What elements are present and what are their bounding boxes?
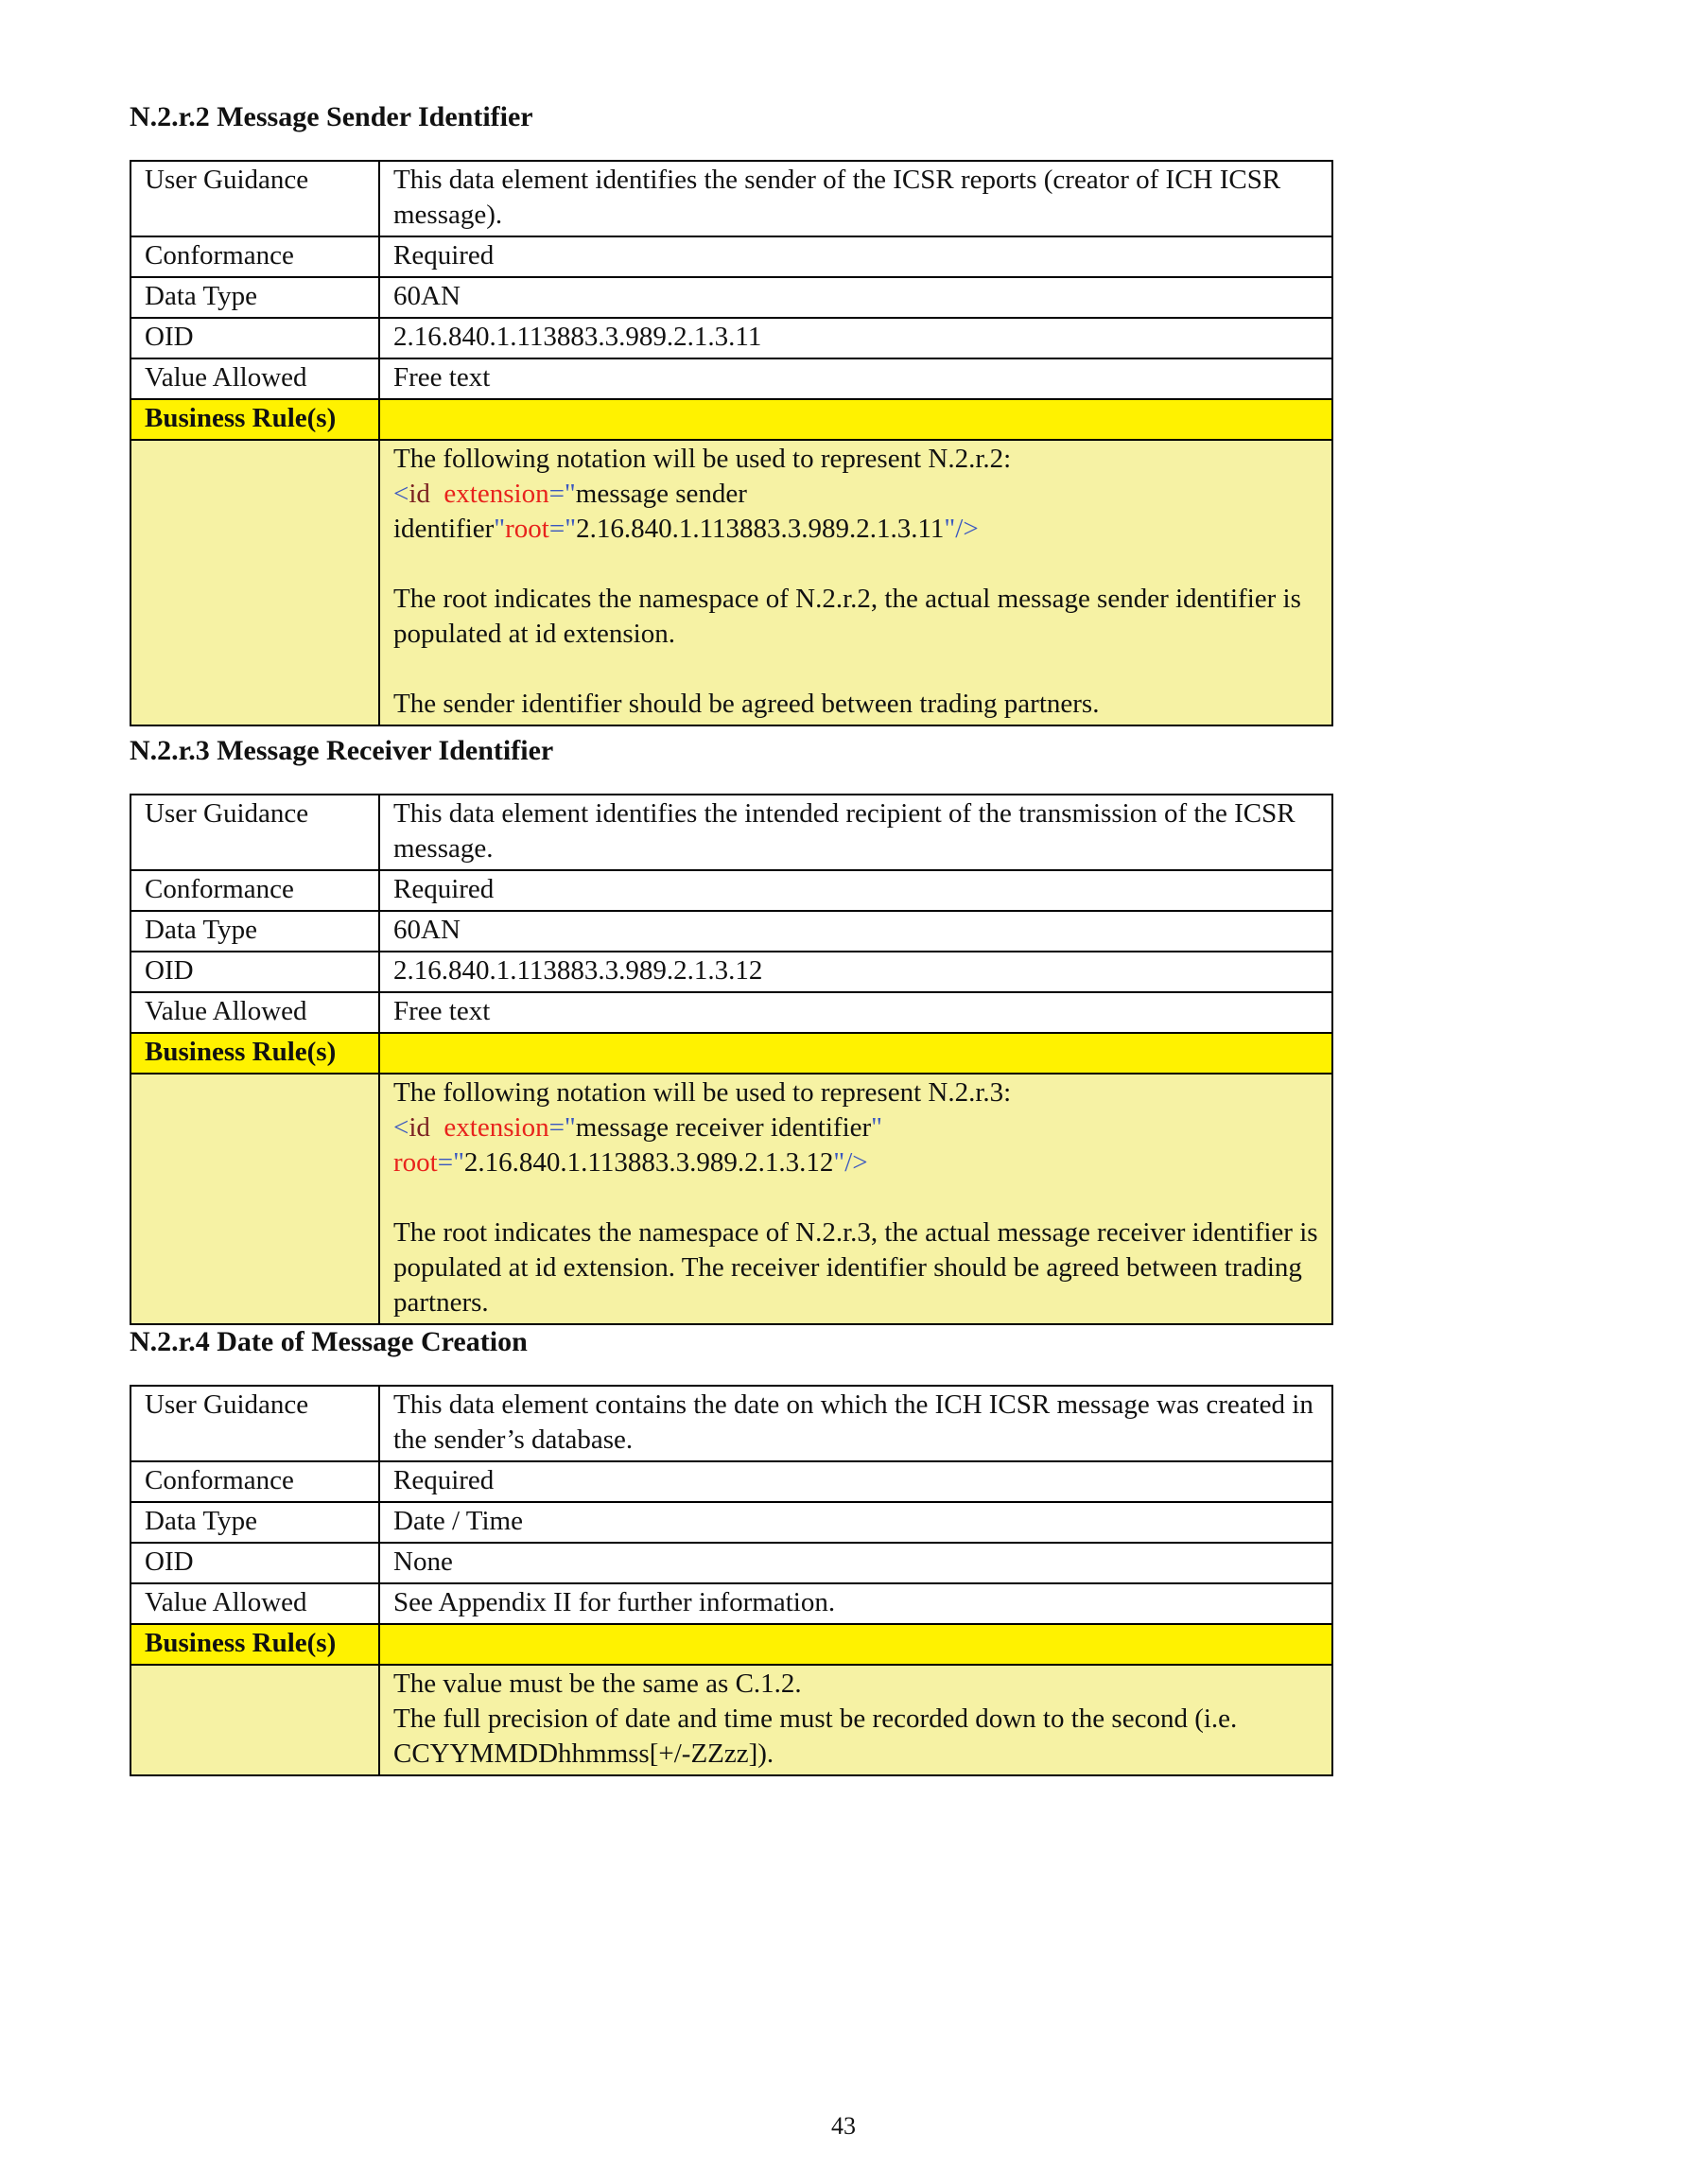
- spec-table: [130, 1385, 1333, 1776]
- xml-token: [430, 479, 444, 509]
- row-label: Conformance: [130, 236, 379, 277]
- table-row: [130, 1502, 1332, 1543]
- row-label: OID: [130, 1543, 379, 1583]
- row-label: User Guidance: [130, 1386, 379, 1461]
- xml-token: 2.16.840.1.113883.3.989.2.1.3.11: [576, 514, 945, 544]
- xml-token: =": [548, 514, 577, 544]
- table-row: [130, 952, 1332, 992]
- xml-token: root: [505, 514, 549, 544]
- table-row: [130, 911, 1332, 952]
- row-label: Value Allowed: [130, 992, 379, 1033]
- row-value: See Appendix II for further information.: [379, 1583, 1332, 1624]
- business-rules-header-row: [130, 1033, 1332, 1074]
- row-label: User Guidance: [130, 795, 379, 870]
- xml-token: extension: [443, 479, 549, 509]
- xml-token: message sender: [575, 479, 747, 509]
- row-label: Conformance: [130, 870, 379, 911]
- row-value: 2.16.840.1.113883.3.989.2.1.3.12: [379, 952, 1332, 992]
- business-rules-body-row: [130, 1665, 1332, 1775]
- business-rules-header-spacer: [379, 1033, 1332, 1074]
- business-rules-body: [379, 1665, 1332, 1775]
- table-row: [130, 870, 1332, 911]
- xml-token: id: [409, 1112, 430, 1143]
- row-value: Date / Time: [379, 1502, 1332, 1543]
- row-label: OID: [130, 952, 379, 992]
- rule-intro: The following notation will be used to represent N.2.r.2:: [393, 444, 1012, 474]
- section-n2r3: [130, 733, 1333, 1325]
- table-row: [130, 795, 1332, 870]
- table-row: [130, 1583, 1332, 1624]
- xml-token: root: [393, 1147, 438, 1178]
- xml-token: ": [494, 514, 506, 544]
- xml-token: id: [409, 479, 430, 509]
- page-number: 43: [831, 2112, 856, 2140]
- business-rules-label: Business Rule(s): [130, 1624, 379, 1665]
- section-heading: N.2.r.4 Date of Message Creation: [130, 1326, 528, 1357]
- row-value: Required: [379, 870, 1332, 911]
- section-n2r4: [130, 1324, 1333, 1776]
- row-value: Free text: [379, 358, 1332, 399]
- xml-token: ": [871, 1112, 883, 1143]
- table-row: [130, 1543, 1332, 1583]
- xml-token: message receiver identifier: [575, 1112, 872, 1143]
- row-value: Required: [379, 236, 1332, 277]
- row-label: Data Type: [130, 277, 379, 318]
- business-rules-header-row: [130, 1624, 1332, 1665]
- row-value: 60AN: [379, 911, 1332, 952]
- row-label: Value Allowed: [130, 1583, 379, 1624]
- xml-token: extension: [443, 1112, 549, 1143]
- table-row: [130, 1461, 1332, 1502]
- xml-notation-line: [393, 477, 1318, 512]
- row-value: 2.16.840.1.113883.3.989.2.1.3.11: [379, 318, 1332, 358]
- rule-paragraph: The sender identifier should be agreed between trading partners.: [393, 689, 1100, 719]
- row-value: This data element identifies the intended recipient of the transmission of the ICSR message.: [379, 795, 1332, 870]
- business-rules-header-spacer: [379, 1624, 1332, 1665]
- row-label: User Guidance: [130, 161, 379, 236]
- xml-token: identifier: [393, 514, 495, 544]
- row-value: Required: [379, 1461, 1332, 1502]
- xml-token: "/>: [833, 1147, 868, 1178]
- xml-token: =": [437, 1147, 464, 1178]
- table-row: [130, 992, 1332, 1033]
- row-label: Data Type: [130, 1502, 379, 1543]
- xml-notation-line: [393, 512, 1318, 547]
- table-row: [130, 358, 1332, 399]
- xml-token: =": [548, 1112, 576, 1143]
- xml-notation-line: [393, 1110, 1318, 1145]
- business-rules-body-spacer: [130, 440, 379, 725]
- xml-notation-line: [393, 1145, 1318, 1180]
- table-row: [130, 1386, 1332, 1461]
- business-rules-body: [379, 440, 1332, 725]
- xml-token: 2.16.840.1.113883.3.989.2.1.3.12: [463, 1147, 834, 1178]
- business-rules-body-row: [130, 1074, 1332, 1324]
- business-rules-body-row: [130, 440, 1332, 725]
- business-rules-body: [379, 1074, 1332, 1324]
- business-rules-body-spacer: [130, 1665, 379, 1775]
- row-label: Value Allowed: [130, 358, 379, 399]
- row-value: None: [379, 1543, 1332, 1583]
- business-rules-body-spacer: [130, 1074, 379, 1324]
- row-value: 60AN: [379, 277, 1332, 318]
- table-row: [130, 236, 1332, 277]
- section-heading: N.2.r.3 Message Receiver Identifier: [130, 735, 554, 766]
- xml-token: <: [393, 479, 409, 509]
- row-value: Free text: [379, 992, 1332, 1033]
- spec-table: [130, 160, 1333, 726]
- xml-token: =": [548, 479, 576, 509]
- xml-token: <: [393, 1112, 409, 1143]
- spec-table: [130, 794, 1333, 1325]
- rule-paragraph: The root indicates the namespace of N.2.r.2, the actual message sender identifier is populated at id extension.: [393, 584, 1301, 649]
- rule-intro: The following notation will be used to represent N.2.r.3:: [393, 1077, 1012, 1108]
- row-value: This data element contains the date on which the ICH ICSR message was created in the sender’s database.: [379, 1386, 1332, 1461]
- row-label: Data Type: [130, 911, 379, 952]
- business-rules-label: Business Rule(s): [130, 1033, 379, 1074]
- section-heading: N.2.r.2 Message Sender Identifier: [130, 101, 533, 132]
- business-rules-label: Business Rule(s): [130, 399, 379, 440]
- xml-token: "/>: [944, 514, 979, 544]
- business-rules-header-spacer: [379, 399, 1332, 440]
- rule-line: The value must be the same as C.1.2.: [393, 1669, 802, 1699]
- table-row: [130, 161, 1332, 236]
- row-label: OID: [130, 318, 379, 358]
- rule-paragraph: The root indicates the namespace of N.2.r.3, the actual message receiver identifier is populated at id extension. The receiver identifier should be agreed between trading partners.: [393, 1217, 1318, 1318]
- xml-token: [430, 1112, 444, 1143]
- row-value: This data element identifies the sender of the ICSR reports (creator of ICH ICSR message).: [379, 161, 1332, 236]
- table-row: [130, 277, 1332, 318]
- rule-line: The full precision of date and time must be recorded down to the second (i.e. CCYYMMDDhhmmss[+/-ZZzz]).: [393, 1704, 1238, 1769]
- business-rules-header-row: [130, 399, 1332, 440]
- table-row: [130, 318, 1332, 358]
- section-n2r2: [130, 99, 1333, 726]
- row-label: Conformance: [130, 1461, 379, 1502]
